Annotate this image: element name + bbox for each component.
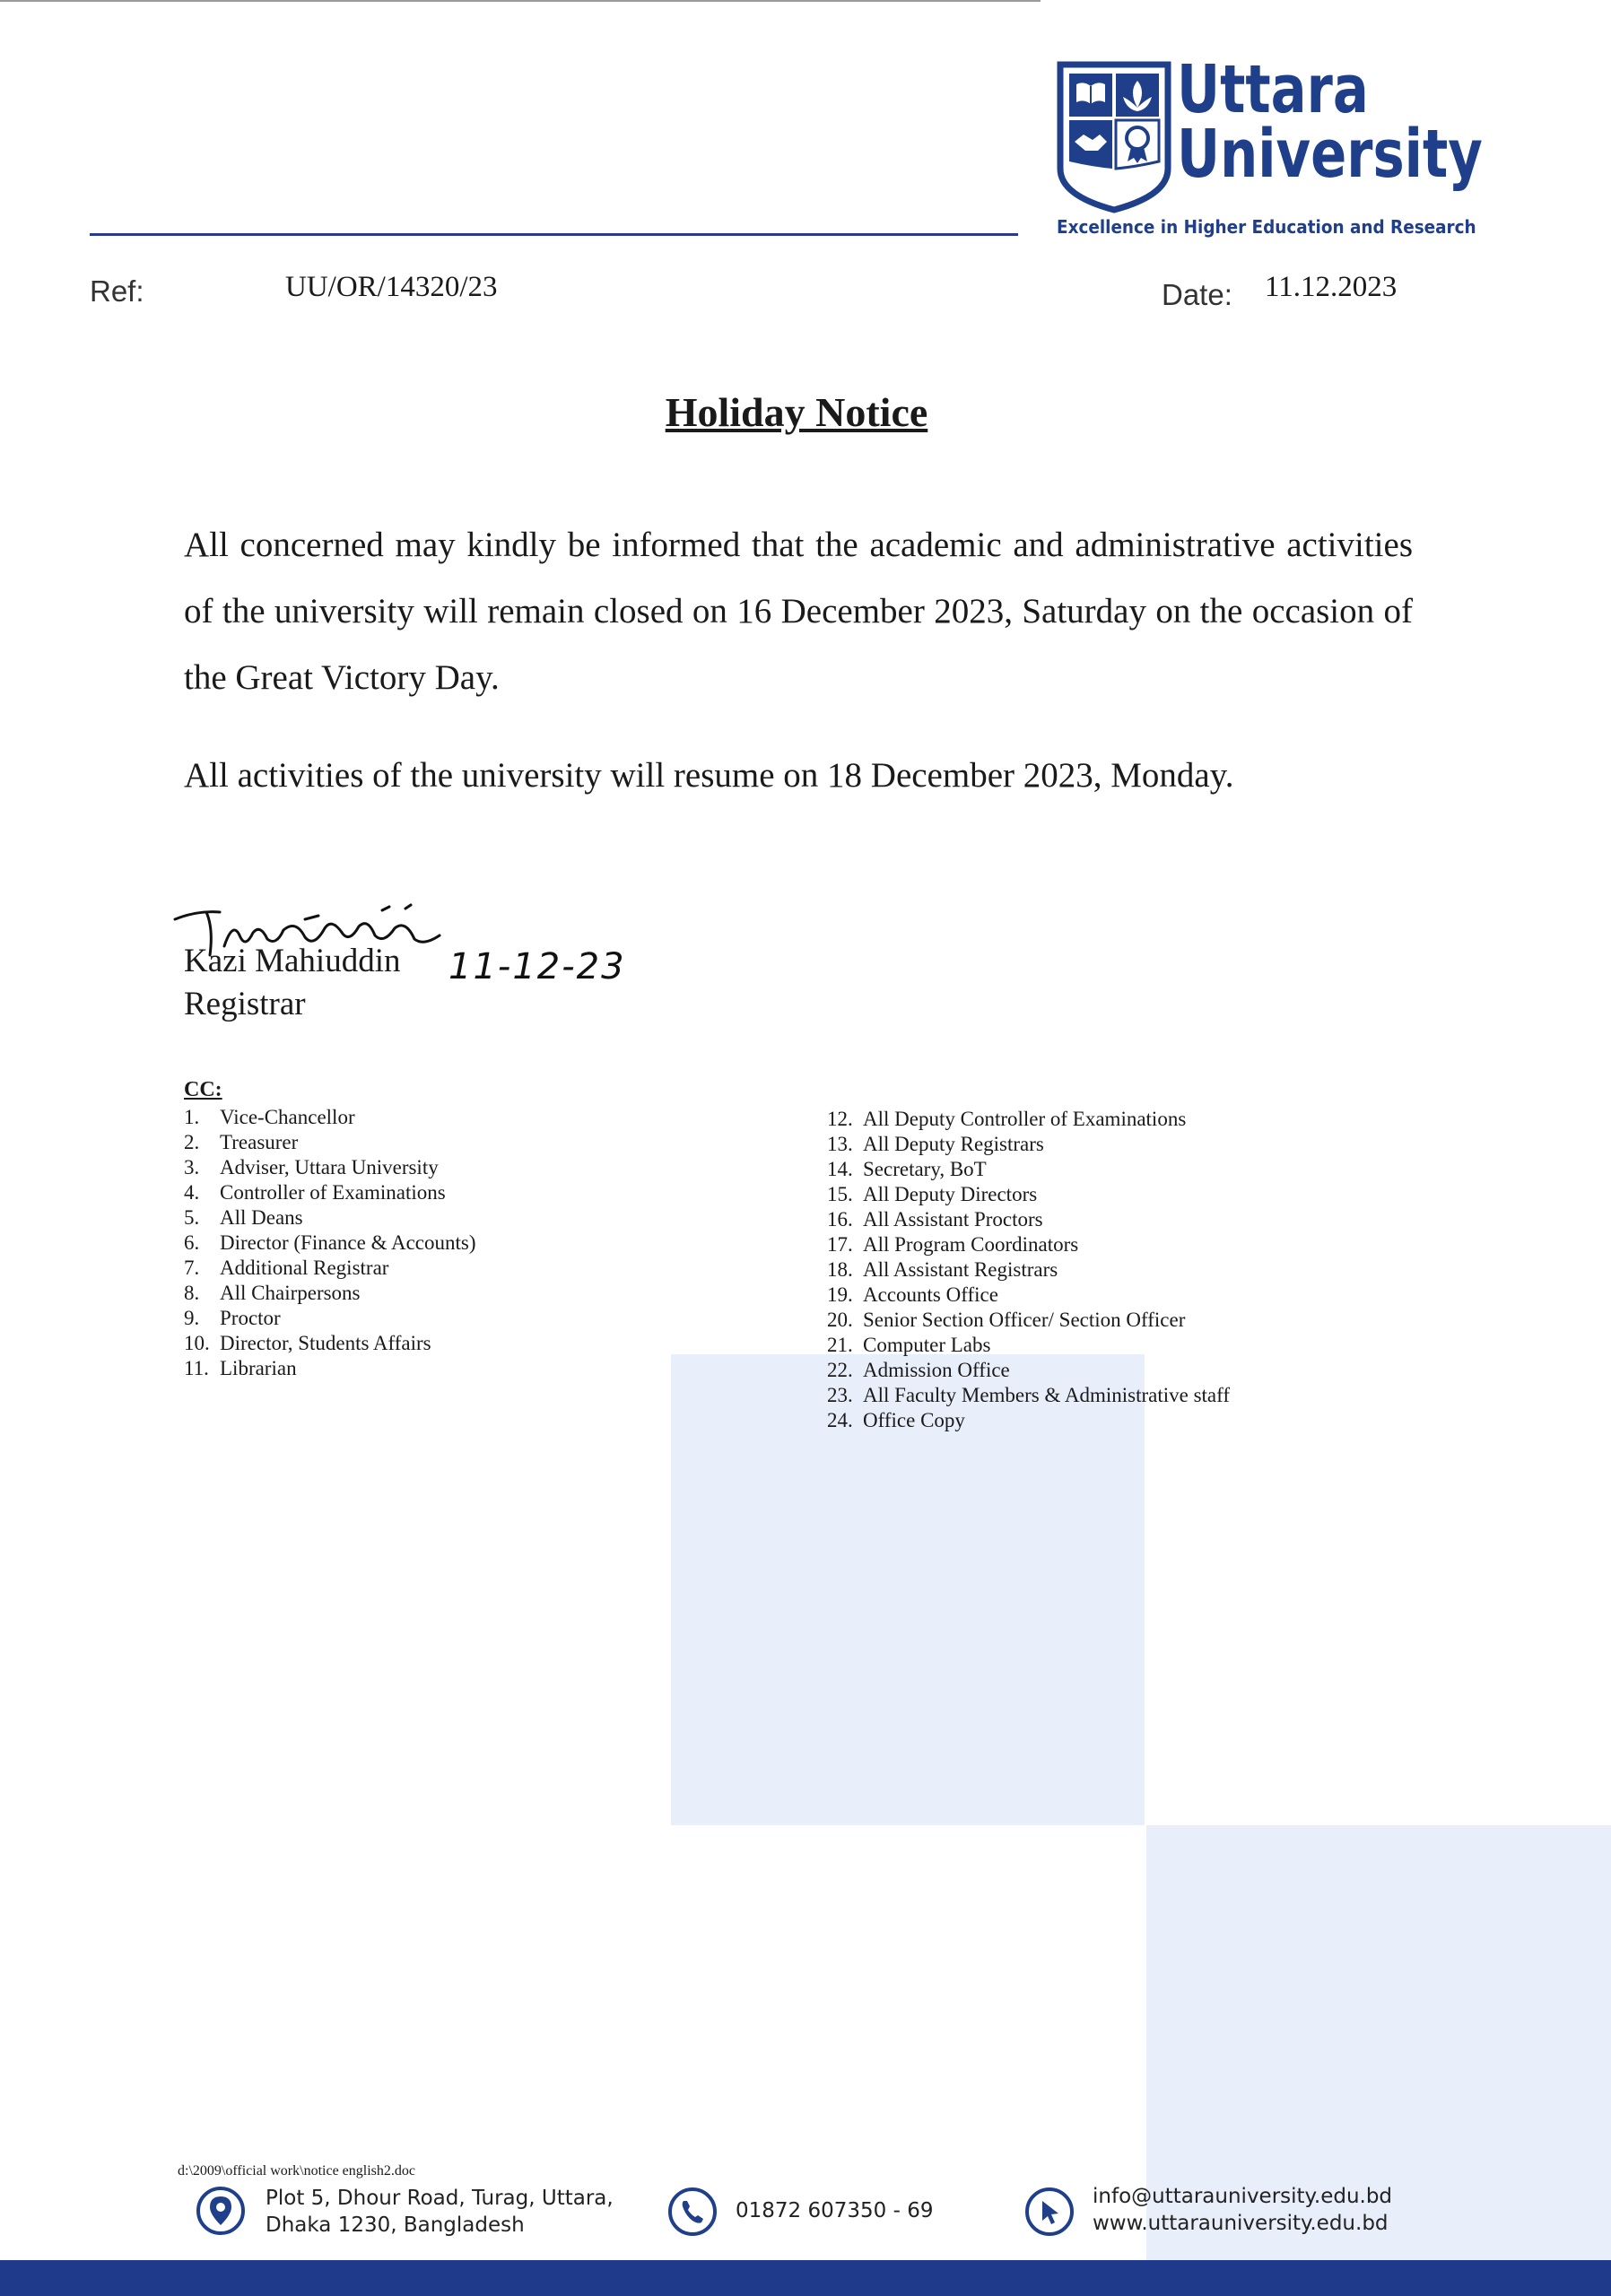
signatory-title: Registrar: [184, 986, 306, 1022]
list-item: 10. Director, Students Affairs: [184, 1332, 431, 1354]
footer-contact: [1093, 2183, 1392, 2237]
notice-paragraph-1: All concerned may kindly be informed that the academic and administrative activities of the university will remain closed on 16 December 2023, Saturday on the occasion of the Great Victory Day.: [184, 526, 1413, 697]
footer-website[interactable]: www.uttarauniversity.edu.bd: [1093, 2212, 1389, 2235]
list-item: 14. Secretary, BoT: [827, 1158, 987, 1180]
list-item: 2. Treasurer: [184, 1131, 299, 1153]
footer-email[interactable]: info@uttarauniversity.edu.bd: [1093, 2185, 1393, 2208]
phone-icon: [667, 2187, 718, 2237]
list-item: 23. All Faculty Members & Administrative staff: [827, 1384, 1231, 1406]
list-item: 24. Office Copy: [827, 1409, 965, 1431]
location-pin-icon: [196, 2186, 246, 2236]
list-item: 22. Admission Office: [827, 1359, 1010, 1381]
list-item: 12. All Deputy Controller of Examinations: [827, 1108, 1187, 1130]
list-item: 1. Vice-Chancellor: [184, 1106, 355, 1128]
ref-number: UU/OR/14320/23: [285, 271, 498, 303]
footer-band: [0, 2260, 1611, 2296]
list-item: 8. All Chairpersons: [184, 1282, 361, 1304]
list-item: 19. Accounts Office: [827, 1283, 998, 1306]
university-name: [1177, 51, 1483, 193]
date-label: Date:: [1162, 278, 1232, 311]
list-item: 3. Adviser, Uttara University: [184, 1156, 439, 1178]
university-name-line1: Uttara: [1177, 51, 1369, 128]
list-item: 20. Senior Section Officer/ Section Officer: [827, 1309, 1186, 1331]
list-item: 9. Proctor: [184, 1307, 281, 1329]
address-line-2: Dhaka 1230, Bangladesh: [266, 2213, 525, 2237]
date-value: 11.12.2023: [1265, 271, 1398, 303]
footer-phone: 01872 607350 - 69: [736, 2199, 934, 2222]
file-path: d:\2009\official work\notice english2.doc: [178, 2163, 415, 2179]
shield-logo-icon: [1057, 61, 1171, 213]
scan-edge-line: [0, 0, 1041, 2]
cursor-icon: [1024, 2187, 1075, 2237]
list-item: 15. All Deputy Directors: [827, 1183, 1038, 1205]
university-logo: [1057, 51, 1483, 240]
university-tagline: Excellence in Higher Education and Research: [1057, 216, 1476, 238]
signature-date: 11-12-23: [448, 946, 626, 987]
footer-address: [266, 2185, 614, 2239]
list-item: 5. All Deans: [184, 1206, 303, 1229]
cc-list-right: [827, 1107, 1230, 1433]
ref-label: Ref:: [90, 274, 144, 308]
list-item: 21. Computer Labs: [827, 1334, 991, 1356]
list-item: 7. Additional Registrar: [184, 1257, 389, 1279]
notice-paragraph-2: All activities of the university will resume on 18 December 2023, Monday.: [184, 756, 1234, 795]
header-divider: [90, 233, 1018, 236]
list-item: 4. Controller of Examinations: [184, 1181, 446, 1204]
cc-heading: CC:: [184, 1078, 222, 1101]
list-item: 11. Librarian: [184, 1357, 297, 1379]
list-item: 13. All Deputy Registrars: [827, 1133, 1044, 1155]
signatory-name: Kazi Mahiuddin: [184, 943, 401, 979]
list-item: 17. All Program Coordinators: [827, 1233, 1079, 1256]
address-line-1: Plot 5, Dhour Road, Turag, Uttara,: [266, 2187, 614, 2210]
list-item: 16. All Assistant Proctors: [827, 1208, 1043, 1231]
cc-list-left: [184, 1105, 476, 1381]
university-name-line2: University: [1177, 116, 1483, 193]
notice-title: Holiday Notice: [665, 389, 928, 435]
list-item: 6. Director (Finance & Accounts): [184, 1231, 476, 1254]
list-item: 18. All Assistant Registrars: [827, 1258, 1058, 1281]
